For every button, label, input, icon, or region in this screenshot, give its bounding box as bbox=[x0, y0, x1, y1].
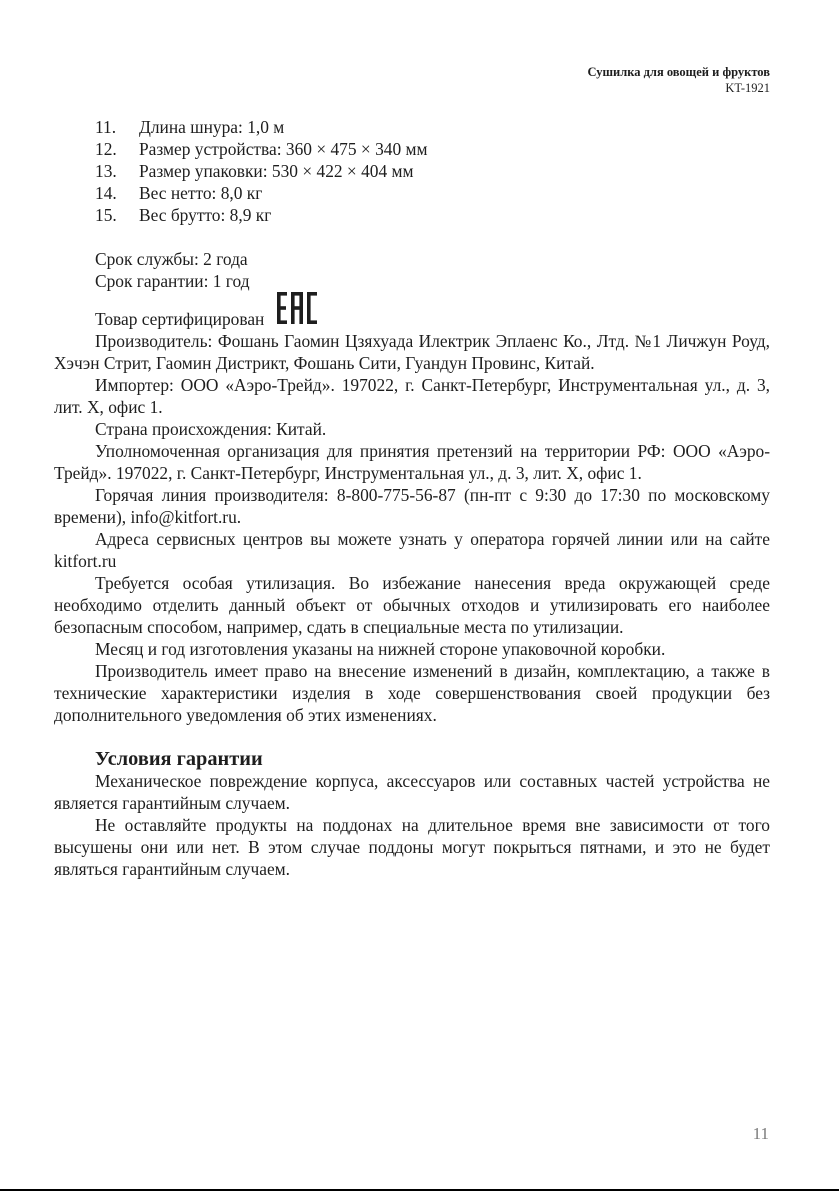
list-item-text: Длина шнура: 1,0 м bbox=[139, 117, 285, 137]
service-centers-info: Адреса сервисных центров вы можете узнать у оператора горячей линии или на сайте kitfort.ru bbox=[54, 529, 770, 571]
disposal-info: Требуется особая утилизация. Во избежание нанесения вреда окружающей среде необходимо отделить данный объект от обычных отходов и утилизировать его наиболее безопасным способом, например, сдать в специальные места по утилизации. bbox=[54, 573, 770, 637]
list-item-number: 11. bbox=[95, 117, 117, 137]
list-item-number: 13. bbox=[95, 161, 117, 181]
changes-notice: Производитель имеет право на внесение изменений в дизайн, комплектацию, а также в технические характеристики изделия в ходе совершенствования своей продукции без дополнительного уведомления об этих изменениях. bbox=[54, 661, 770, 725]
spacer bbox=[54, 726, 770, 748]
document-title: Сушилка для овощей и фруктов bbox=[587, 65, 770, 79]
importer-info: Импортер: ООО «Аэро-Трейд». 197022, г. Санкт-Петербург, Инструментальная ул., д. 3, лит. Х, офис 1. bbox=[54, 375, 770, 417]
list-item-text: Размер упаковки: 530 × 422 × 404 мм bbox=[139, 161, 414, 181]
list-item bbox=[54, 182, 770, 204]
eac-mark-icon bbox=[277, 292, 317, 329]
list-item bbox=[54, 138, 770, 160]
list-item-text: Вес нетто: 8,0 кг bbox=[139, 183, 263, 203]
list-item bbox=[54, 204, 770, 226]
spacer bbox=[54, 226, 770, 248]
page-header bbox=[587, 64, 770, 96]
certification-row bbox=[54, 292, 770, 330]
manufacture-date-info: Месяц и год изготовления указаны на нижней стороне упаковочной коробки. bbox=[95, 639, 666, 659]
section-title: Условия гарантии bbox=[95, 748, 263, 770]
model-number: KT-1921 bbox=[725, 81, 770, 95]
spec-list bbox=[54, 116, 770, 226]
service-life: Срок службы: 2 года bbox=[95, 249, 248, 269]
country-of-origin: Страна происхождения: Китай. bbox=[95, 419, 327, 439]
list-item-number: 12. bbox=[95, 139, 117, 159]
hotline-info: Горячая линия производителя: 8-800-775-56-87 (пн-пт с 9:30 до 17:30 по московскому времени), info@kitfort.ru. bbox=[54, 485, 770, 527]
warranty-period: Срок гарантии: 1 год bbox=[95, 271, 250, 291]
list-item bbox=[54, 116, 770, 138]
list-item-number: 14. bbox=[95, 183, 117, 203]
certified-label: Товар сертифицирован bbox=[95, 309, 265, 329]
list-item-text: Размер устройства: 360 × 475 × 340 мм bbox=[139, 139, 428, 159]
warranty-paragraph: Механическое повреждение корпуса, аксессуаров или составных частей устройства не является гарантийным случаем. bbox=[54, 771, 770, 813]
warranty-paragraph: Не оставляйте продукты на поддонах на длительное время вне зависимости от того высушены они или нет. В этом случае поддоны могут покрыться пятнами, и это не будет являться гарантийным случаем. bbox=[54, 815, 770, 879]
page-number: 11 bbox=[752, 1124, 769, 1143]
list-item-text: Вес брутто: 8,9 кг bbox=[139, 205, 272, 225]
manufacturer-info: Производитель: Фошань Гаомин Цзяхуада Илектрик Эплаенс Ко., Лтд. №1 Личжун Роуд, Хэчэн Стрит, Гаомин Дистрикт, Фошань Сити, Гуандун Провинс, Китай. bbox=[54, 331, 770, 373]
authorized-organization: Уполномоченная организация для принятия претензий на территории РФ: ООО «Аэро-Трейд». 197022, г. Санкт-Петербург, Инструментальная ул., д. 3, лит. Х, офис 1. bbox=[54, 441, 770, 483]
list-item-number: 15. bbox=[95, 205, 117, 225]
page-content bbox=[54, 116, 770, 880]
list-item bbox=[54, 160, 770, 182]
